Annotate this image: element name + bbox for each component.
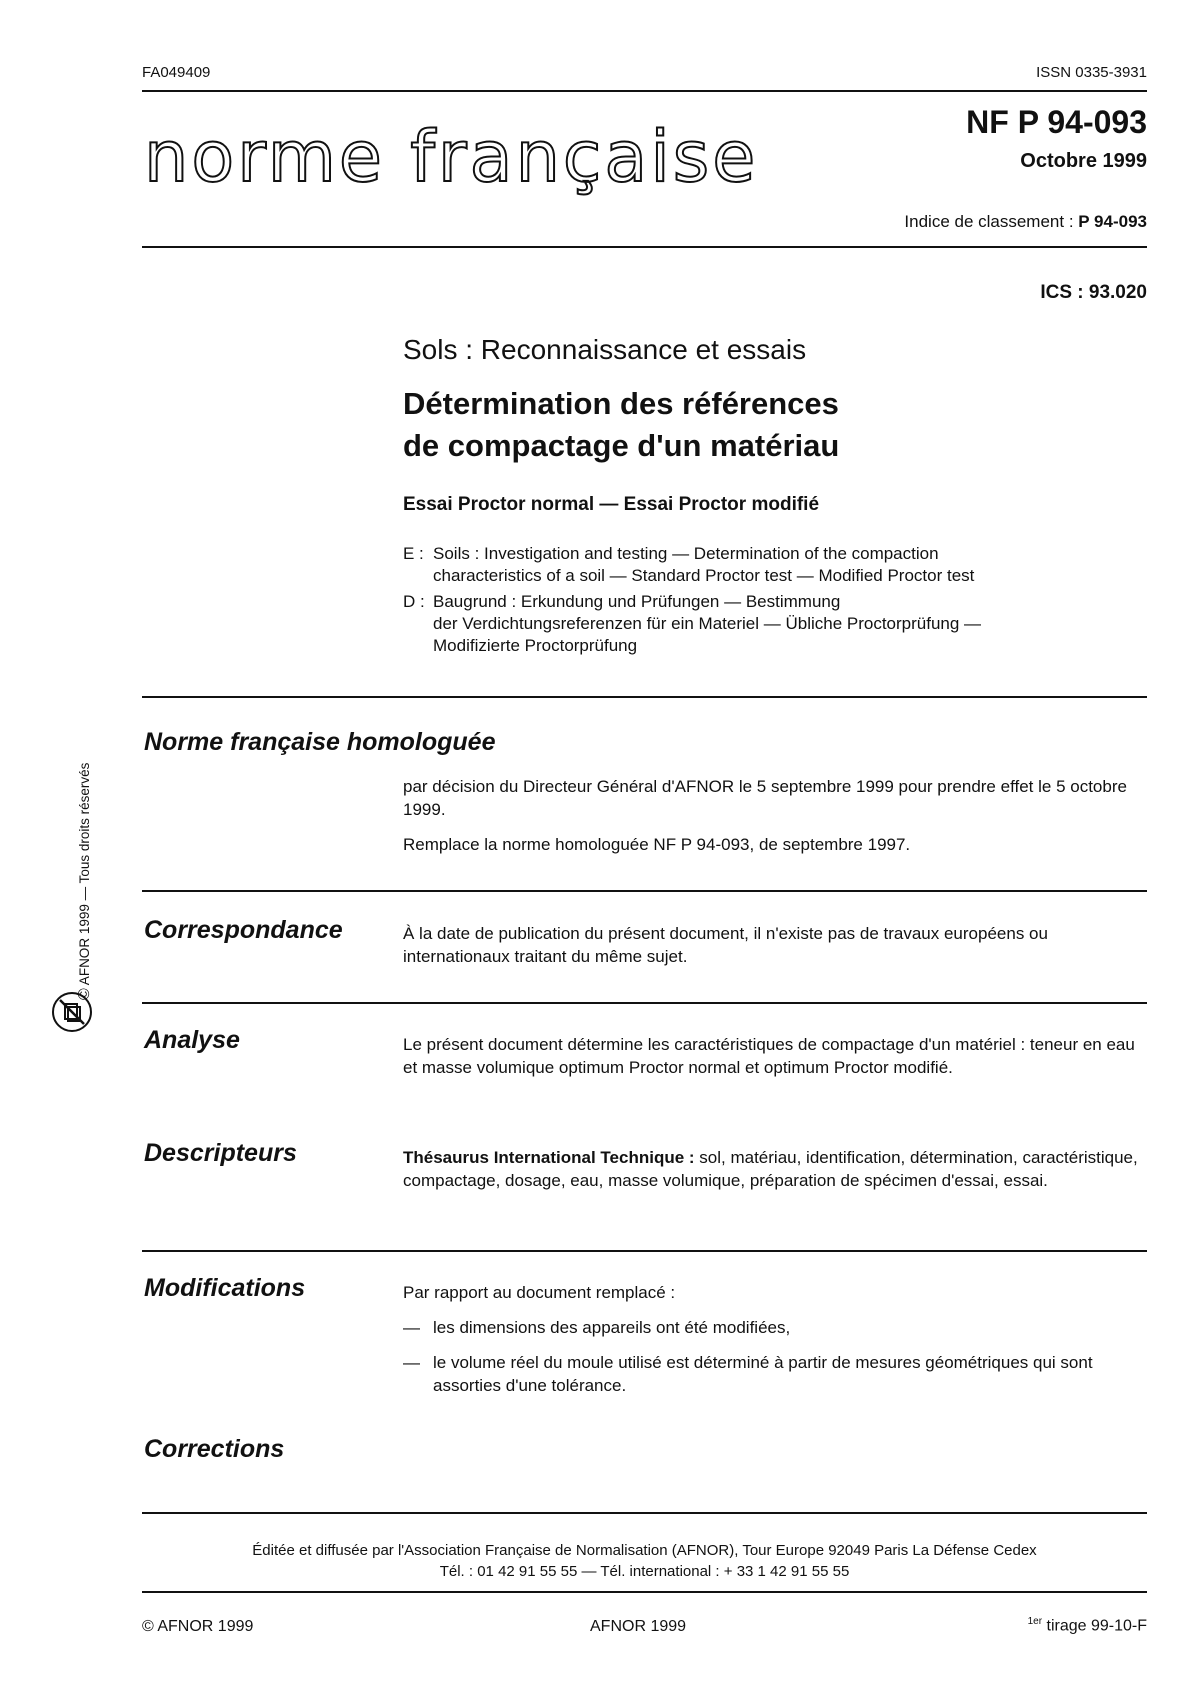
classification-label: Indice de classement : xyxy=(904,212,1074,231)
list-item-text: le volume réel du moule utilisé est déterminé à partir de mesures géométriques qui sont assorties d'une tolérance. xyxy=(433,1353,1093,1395)
translation-text xyxy=(433,591,1143,657)
print-run xyxy=(1028,1616,1147,1635)
descriptor-list: sol, matériau, identification, détermination, caractéristique, compactage, dosage, eau, masse volumique, préparation de spécimen d'essai, essai. xyxy=(403,1148,1138,1190)
section-body-homologation xyxy=(403,775,1148,868)
list-item xyxy=(403,1351,1148,1397)
section-divider xyxy=(142,1250,1147,1252)
classification-value: P 94-093 xyxy=(1078,212,1147,231)
no-copy-logo-graphic xyxy=(54,994,90,1030)
subject-heading: Sols : Reconnaissance et essais xyxy=(403,334,807,365)
section-heading-correspondance: Correspondance xyxy=(144,916,343,944)
no-copy-logo-icon xyxy=(52,992,92,1032)
section-divider xyxy=(142,890,1147,892)
homologation-replaces: Remplace la norme homologuée NF P 94-093, de septembre 1997. xyxy=(403,835,911,854)
homologation-decision: par décision du Directeur Général d'AFNOR le 5 septembre 1999 pour prendre effet le 5 octobre 1999. xyxy=(403,777,1127,819)
translation-lang: E : xyxy=(403,544,424,563)
footer-divider xyxy=(142,1512,1147,1514)
section-heading-homologation: Norme française homologuée xyxy=(144,728,496,756)
section-heading-analyse: Analyse xyxy=(144,1026,240,1054)
publisher-phone: Tél. : 01 42 91 55 55 — Tél. international : + 33 1 42 91 55 55 xyxy=(439,1563,850,1580)
side-copyright-notice xyxy=(76,763,94,1000)
title-line-1: Détermination des références xyxy=(403,386,839,421)
list-item-text: les dimensions des appareils ont été modifiées, xyxy=(433,1318,791,1337)
section-heading-corrections: Corrections xyxy=(144,1435,285,1463)
list-dash: — xyxy=(403,1318,420,1337)
ics-code: ICS : 93.020 xyxy=(1040,282,1147,303)
translation-line: Baugrund : Erkundung und Prüfungen — Bestimmung xyxy=(433,592,841,611)
document-subtitle: Essai Proctor normal — Essai Proctor modifié xyxy=(403,494,820,515)
section-divider xyxy=(142,696,1147,698)
side-copyright-text: AFNOR 1999 — Tous droits réservés xyxy=(77,762,92,986)
list-dash: — xyxy=(403,1353,420,1372)
footer-bottom-divider xyxy=(142,1591,1147,1593)
header-divider xyxy=(142,90,1147,92)
standard-code: NF P 94-093 xyxy=(966,104,1147,140)
list-item xyxy=(403,1316,1148,1339)
section-body-correspondance: À la date de publication du présent document, il n'existe pas de travaux européens ou internationaux traitant du même sujet. xyxy=(403,924,1048,966)
translation-lang: D : xyxy=(403,592,425,611)
section-heading-modifications: Modifications xyxy=(144,1274,306,1302)
document-reference: FA049409 xyxy=(142,64,211,81)
standard-date: Octobre 1999 xyxy=(1020,150,1147,172)
modifications-intro: Par rapport au document remplacé : xyxy=(403,1283,676,1302)
thesaurus-label: Thésaurus International Technique : xyxy=(403,1148,695,1167)
translation-line: characteristics of a soil — Standard Proctor test — Modified Proctor test xyxy=(433,566,975,585)
publisher-address: Éditée et diffusée par l'Association Française de Normalisation (AFNOR), Tour Europe 92049 Paris La Défense Cedex xyxy=(252,1542,1037,1559)
translation-line: der Verdichtungsreferenzen für ein Materiel — Übliche Proctorprüfung — xyxy=(433,614,982,633)
print-run-ordinal: 1er xyxy=(1027,1616,1043,1627)
title-line-2: de compactage d'un matériau xyxy=(403,428,840,463)
classification-index xyxy=(904,212,1147,232)
section-divider xyxy=(142,1002,1147,1004)
section-body-modifications xyxy=(403,1281,1148,1397)
section-body-descripteurs xyxy=(403,1146,1148,1192)
translation-text xyxy=(433,543,1143,587)
print-run-text: tirage 99-10-F xyxy=(1042,1617,1147,1635)
footer-copyright: © AFNOR 1999 xyxy=(142,1618,254,1635)
document-title xyxy=(403,383,1148,467)
translation-line: Soils : Investigation and testing — Determination of the compaction xyxy=(433,544,939,563)
translation-line: Modifizierte Proctorprüfung xyxy=(433,636,638,655)
header-bottom-divider xyxy=(142,246,1147,248)
footer-publisher: AFNOR 1999 xyxy=(590,1618,687,1635)
section-heading-descripteurs: Descripteurs xyxy=(144,1139,297,1167)
issn: ISSN 0335-3931 xyxy=(1036,64,1147,81)
section-body-analyse: Le présent document détermine les caractéristiques de compactage d'un matériel : teneur en eau et masse volumique optimum Proctor normal et optimum Proctor modifié. xyxy=(403,1035,1135,1077)
brand-wordmark: norme française xyxy=(144,116,759,198)
copyright-icon: © xyxy=(76,988,93,1000)
